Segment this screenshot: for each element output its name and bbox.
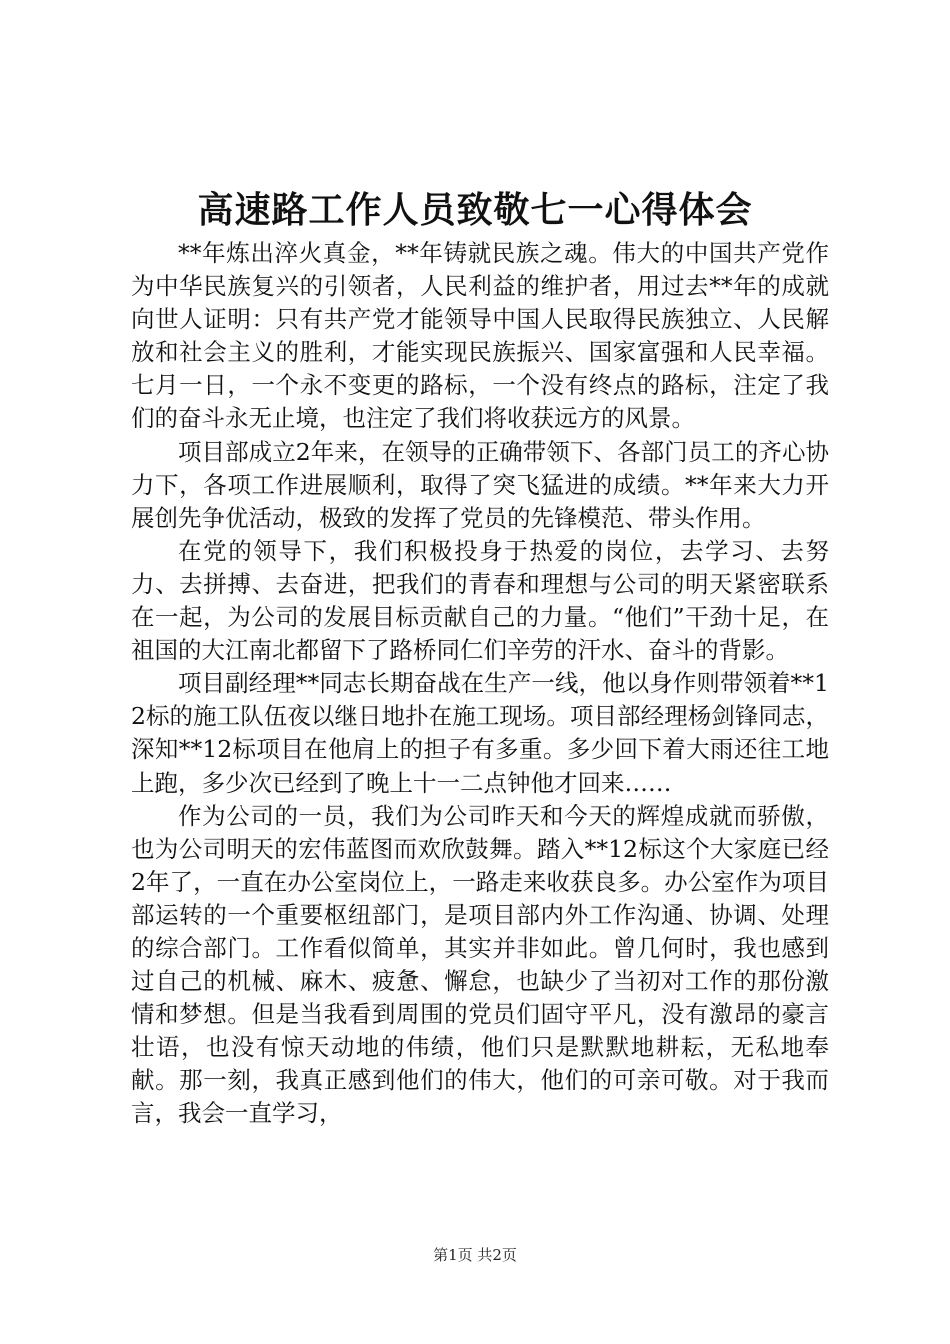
paragraph-1: **年炼出淬火真金，**年铸就民族之魂。伟大的中国共产党作为中华民族复兴的引领者，人民利益的维护者，用过去**年的成就向世人证明：只有共产党才能领导中国人民取得民族独立、人民解放和社会主义的胜利，才能实现民族振兴、国家富强和人民幸福。七月一日，一个永不变更的路标，一个没有终点的路标，注定了我们的奋斗永无止境，也注定了我们将收获远方的风景。 [131,239,829,433]
document-body [131,237,829,1131]
page-footer: 第1页 共2页 [433,1246,517,1264]
paragraph-5: 作为公司的一员，我们为公司昨天和今天的辉煌成就而骄傲，也为公司明天的宏伟蓝图而欢欣鼓舞。踏入**12标这个大家庭已经2年了，一直在办公室岗位上，一路走来收获良多。办公室作为项目部运转的一个重要枢纽部门，是项目部内外工作沟通、协调、处理的综合部门。工作看似简单，其实并非如此。曾几何时，我也感到过自己的机械、麻木、疲惫、懈怠，也缺少了当初对工作的那份激情和梦想。但是当我看到周围的党员们固守平凡，没有激昂的豪言壮语，也没有惊天动地的伟绩，他们只是默默地耕耘，无私地奉献。那一刻，我真正感到他们的伟大，他们的可亲可敬。对于我而言，我会一直学习， [131,801,829,1128]
document-title: 高速路工作人员致敬七一心得体会 [197,189,753,231]
paragraph-2: 项目部成立2年来，在领导的正确带领下、各部门员工的齐心协力下，各项工作进展顺利，取得了突飞猛进的成绩。**年来大力开展创先争优活动，极致的发挥了党员的先锋模范、带头作用。 [131,437,829,532]
paragraph-4: 项目副经理**同志长期奋战在生产一线，他以身作则带领着**12标的施工队伍夜以继日地扑在施工现场。项目部经理杨剑锋同志，深知**12标项目在他肩上的担子有多重。多少回下着大雨还往工地上跑，多少次已经到了晚上十一二点钟他才回来…… [131,669,829,797]
paragraph-3: 在党的领导下，我们积极投身于热爱的岗位，去学习、去努力、去拼搏、去奋进，把我们的青春和理想与公司的明天紧密联系在一起，为公司的发展目标贡献自己的力量。“他们”干劲十足，在祖国的大江南北都留下了路桥同仁们辛劳的汗水、奋斗的背影。 [131,536,829,665]
